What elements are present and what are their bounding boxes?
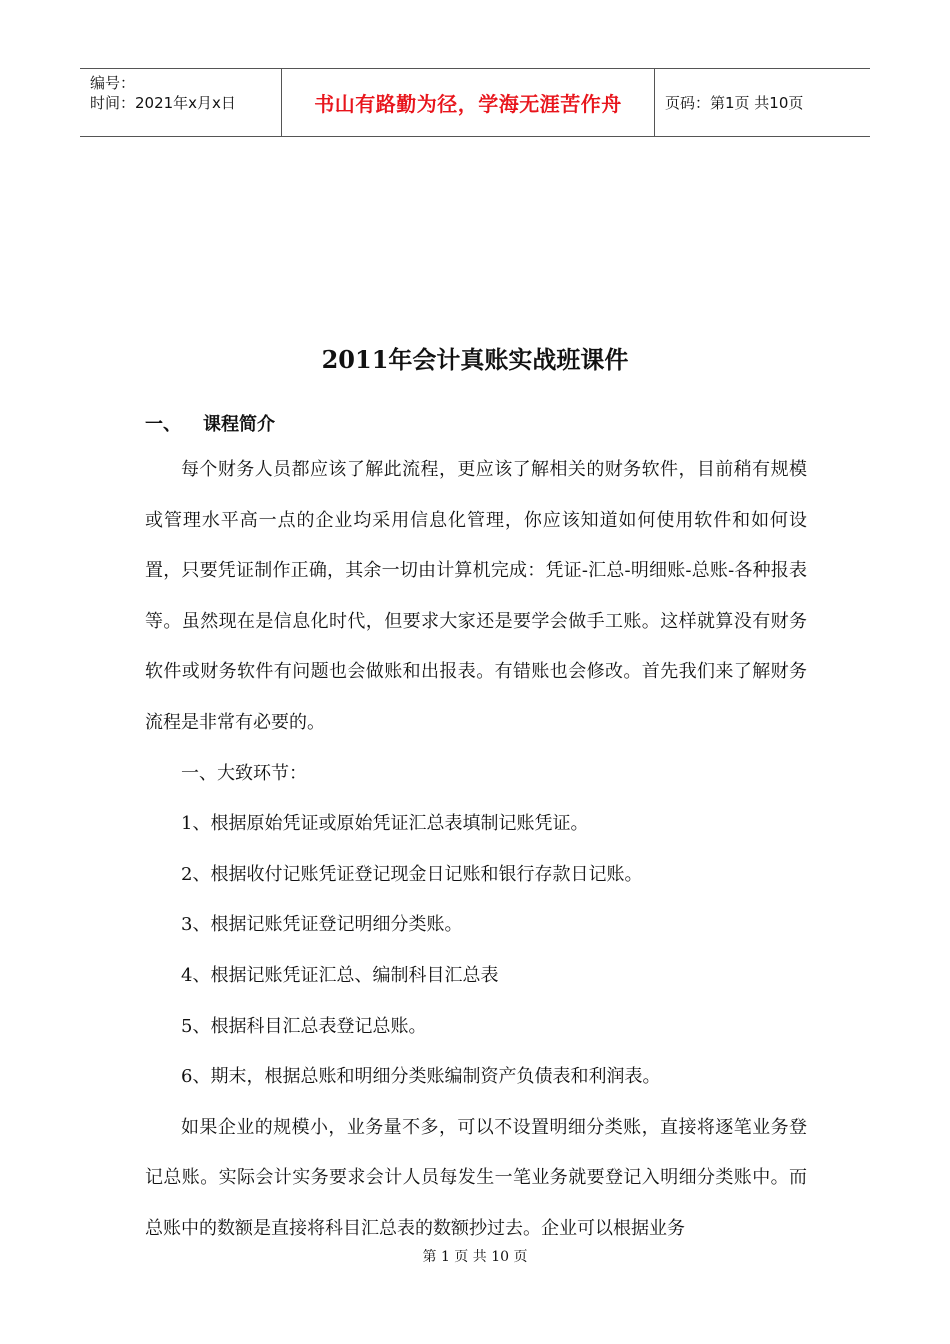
document-title: 2011年会计真账实战班课件 [321,345,629,374]
document-number-label: 编号： [90,74,136,92]
intro-paragraph: 每个财务人员都应该了解此流程，更应该了解相关的财务软件，目前稍有规模或管理水平高一点的企业均采用信息化管理，你应该知道如何使用软件和如何设置，只要凭证制作正确，其余一切由计算机完成：凭证-汇总-明细账-总账-各种报表等。虽然现在是信息化时代，但要求大家还是要学会做手工账。这样就算没有财务软件或财务软件有问题也会做账和出报表。有错账也会修改。首先我们来了解财务流程是非常有必要的。 [145,459,807,733]
document-time-label: 时间：2021年x月x日 [90,94,236,112]
section-number: 一、 [145,414,181,435]
section-heading [145,410,275,436]
step-item: 5、根据科目汇总表登记总账。 [181,1015,427,1037]
step-item: 6、期末，根据总账和明细分类账编制资产负债表和利润表。 [181,1066,661,1088]
header-page-info: 页码：第1页 共10页 [665,94,804,112]
step-item: 3、根据记账凭证登记明细分类账。 [181,914,463,936]
document-body [145,445,807,1255]
header-motto: 书山有路勤为径，学海无涯苦作舟 [282,69,655,136]
page-header [80,68,870,137]
header-meta [80,69,282,136]
closing-paragraph: 如果企业的规模小，业务量不多，可以不设置明细分类账，直接将逐笔业务登记总账。实际会计实务要求会计人员每发生一笔业务就要登记入明细分类账中。而总账中的数额是直接将科目汇总表的数额抄过去。企业可以根据业务 [145,1116,807,1239]
page-footer: 第 1 页 共 10 页 [422,1249,528,1265]
steps-heading: 一、大致环节： [181,762,307,784]
section-title: 课程简介 [203,414,275,435]
step-item: 4、根据记账凭证汇总、编制科目汇总表 [181,964,499,986]
step-item: 2、根据收付记账凭证登记现金日记账和银行存款日记账。 [181,863,643,885]
step-item: 1、根据原始凭证或原始凭证汇总表填制记账凭证。 [181,813,589,835]
